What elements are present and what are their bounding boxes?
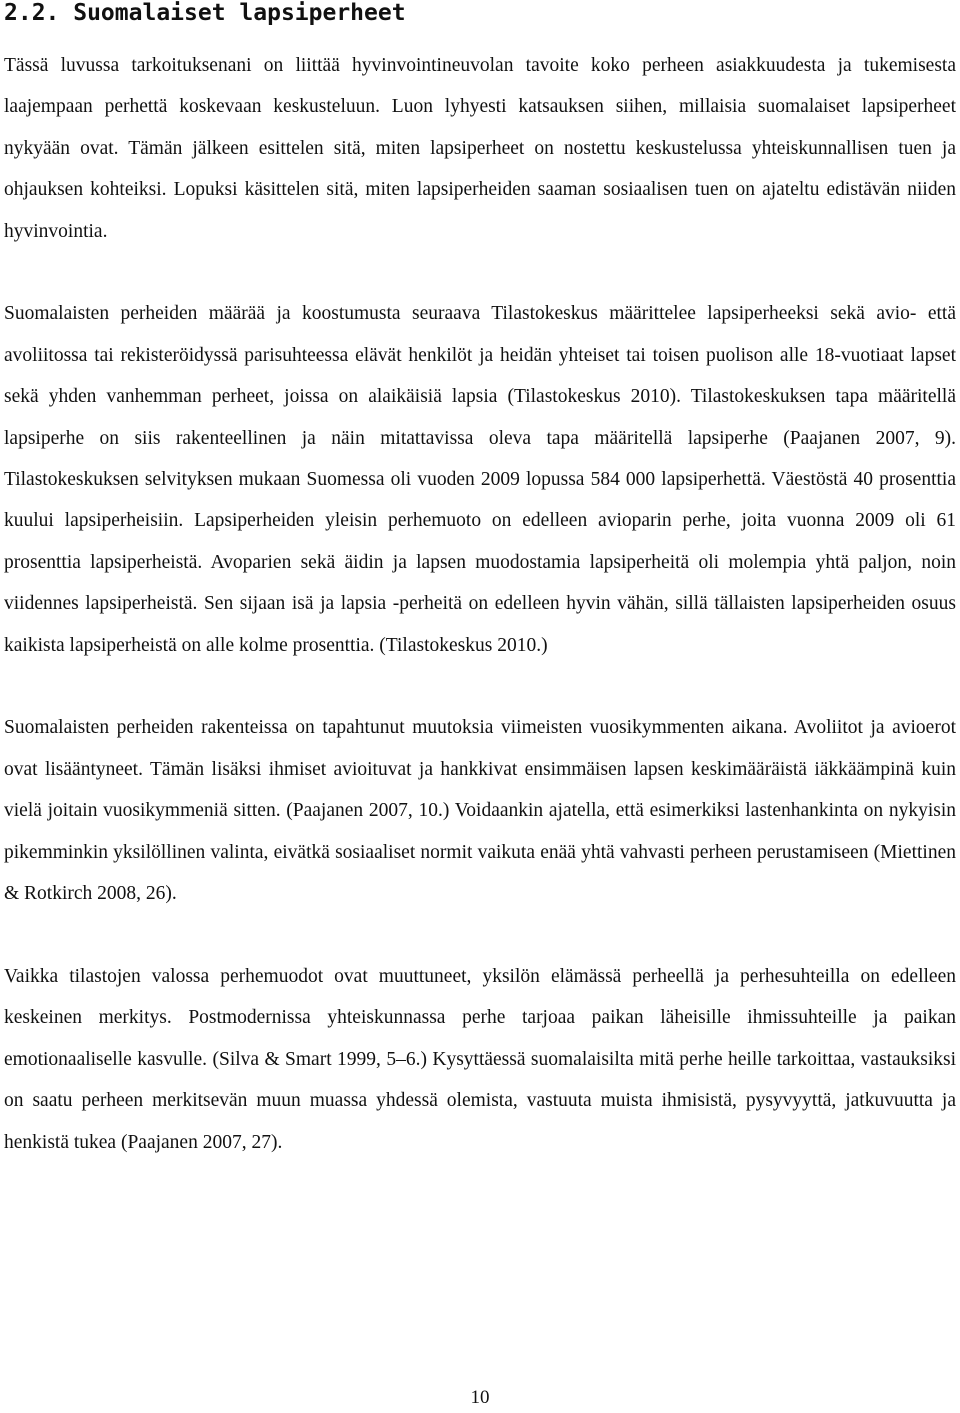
paragraph-meaning: Vaikka tilastojen valossa perhemuodot ovat muuttuneet, yksilön elämässä perheellä ja perhesuhteilla on edelleen keskeinen merkitys. Postmodernissa yhteiskunnassa perhe tarjoaa paikan läheisille ihmissuhteille ja paikan emotionaaliselle kasvulle. (Silva & Smart 1999, 5–6.) Kysyttäessä suomalaisilta mitä perhe heille tarkoittaa, vastauksiksi on saatu perheen merkitsevän muun muassa yhdessä olemista, vastuuta muista ihmisistä, pysyvyyttä, jatkuvuutta ja henkistä tukea (Paajanen 2007, 27). <box>4 965 956 1153</box>
paragraph-intro: Tässä luvussa tarkoituksenani on liittää hyvinvointineuvolan tavoite koko perheen asiakkuudesta ja tukemisesta laajempaan perhettä koskevaan keskusteluun. Luon lyhyesti katsauksen siihen, millaisia suomalaiset lapsiperheet nykyään ovat. Tämän jälkeen esittelen sitä, miten lapsiperheet on nostettu keskustelussa yhteiskunnallisen tuen ja ohjauksen kohteiksi. Lopuksi käsittelen sitä, miten lapsiperheiden saaman sosiaalisen tuen on ajateltu edistävän niiden hyvinvointia. <box>4 55 956 242</box>
paragraph-definition: Suomalaisten perheiden määrää ja koostumusta seuraava Tilastokeskus määrittelee lapsiperheeksi sekä avio- että avoliitossa tai rekisteröidyssä parisuhteessa elävät henkilöt ja heidän yhteiset tai toisen puolison alle 18-vuotiaat lapset sekä yhden vanhemman perheet, joissa on alaikäisiä lapsia (Tilastokeskus 2010). Tilastokeskuksen tapa määritellä lapsiperhe on siis rakenteellinen ja näin mitattavissa oleva tapa määritellä lapsiperhe (Paajanen 2007, 9). Tilastokeskuksen selvityksen mukaan Suomessa oli vuoden 2009 lopussa 584 000 lapsiperhettä. Väestöstä 40 prosenttia kuului lapsiperheisiin. Lapsiperheiden yleisin perhemuoto on edelleen avioparin perhe, joita vuonna 2009 oli 61 prosenttia lapsiperheistä. Avoparien sekä äidin ja lapsen muodostamia lapsiperheitä oli molempia yhtä paljon, noin viidennes lapsiperheistä. Sen sijaan isä ja lapsia -perheitä on edelleen hyvin vähän, sillä tällaisten lapsiperheiden osuus kaikista lapsiperheistä on alle kolme prosenttia. (Tilastokeskus 2010.) <box>4 303 956 656</box>
page-number: 10 <box>470 1387 490 1408</box>
section-heading: 2.2. Suomalaiset lapsiperheet <box>4 0 406 26</box>
paragraph-changes: Suomalaisten perheiden rakenteissa on tapahtunut muutoksia viimeisten vuosikymmenten aikana. Avoliitot ja avioerot ovat lisääntyneet. Tämän lisäksi ihmiset avioituvat ja hankkivat ensimmäisen lapsen keskimääräistä iäkkäämpinä kuin vielä joitain vuosikymmeniä sitten. (Paajanen 2007, 10.) Voidaankin ajatella, että esimerkiksi lastenhankinta on nykyisin pikemminkin yksilöllinen valinta, eivätkä sosiaaliset normit vaikuta enää yhtä vahvasti perheen perustamiseen (Miettinen & Rotkirch 2008, 26). <box>4 717 956 905</box>
body-text <box>4 45 956 1163</box>
